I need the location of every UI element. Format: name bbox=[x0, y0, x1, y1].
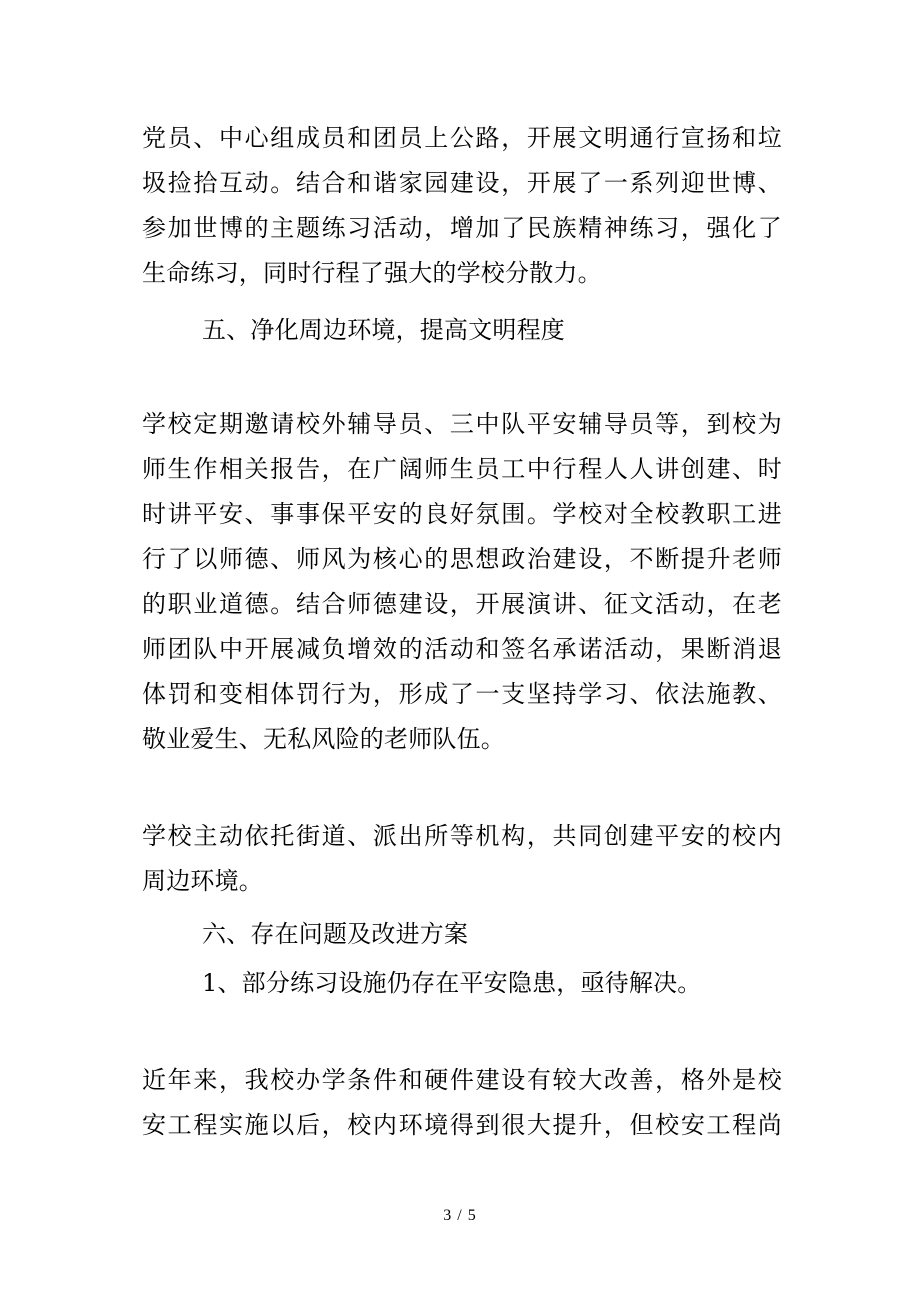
text-line: 师团队中开展减负增效的活动和签名承诺活动，果断消退 bbox=[142, 635, 782, 663]
section-heading: 六、存在问题及改进方案 bbox=[202, 920, 469, 948]
text-line: 近年来，我校办学条件和硬件建设有较大改善，格外是校 bbox=[142, 1066, 782, 1094]
text-line: 安工程实施以后，校内环境得到很大提升，但校安工程尚 bbox=[142, 1111, 782, 1139]
text-line: 圾捡拾互动。结合和谐家园建设，开展了一系列迎世博、 bbox=[142, 169, 782, 197]
text-line: 周边环境。 bbox=[142, 867, 263, 895]
text-line: 敬业爱生、无私风险的老师队伍。 bbox=[142, 725, 505, 753]
text-line: 行了以师德、师风为核心的思想政治建设，不断提升老师 bbox=[142, 545, 782, 573]
text-line: 参加世博的主题练习活动，增加了民族精神练习，强化了 bbox=[142, 214, 782, 242]
section-heading: 五、净化周边环境，提高文明程度 bbox=[202, 316, 565, 344]
list-item: 1、部分练习设施仍存在平安隐患，亟待解决。 bbox=[202, 969, 702, 997]
text-line: 学校主动依托街道、派出所等机构，共同创建平安的校内 bbox=[142, 822, 782, 850]
text-line: 生命练习，同时行程了强大的学校分散力。 bbox=[142, 259, 602, 287]
text-line: 师生作相关报告，在广阔师生员工中行程人人讲创建、时 bbox=[142, 455, 782, 483]
text-line: 学校定期邀请校外辅导员、三中队平安辅导员等，到校为 bbox=[142, 410, 782, 438]
page-number: 3 / 5 bbox=[443, 1207, 477, 1224]
text-line: 的职业道德。结合师德建设，开展演讲、征文活动，在老 bbox=[142, 590, 782, 618]
text-line: 时讲平安、事事保平安的良好氛围。学校对全校教职工进 bbox=[142, 500, 782, 528]
text-line: 党员、中心组成员和团员上公路，开展文明通行宣扬和垃 bbox=[142, 124, 782, 152]
text-line: 体罚和变相体罚行为，形成了一支坚持学习、依法施教、 bbox=[142, 680, 782, 708]
